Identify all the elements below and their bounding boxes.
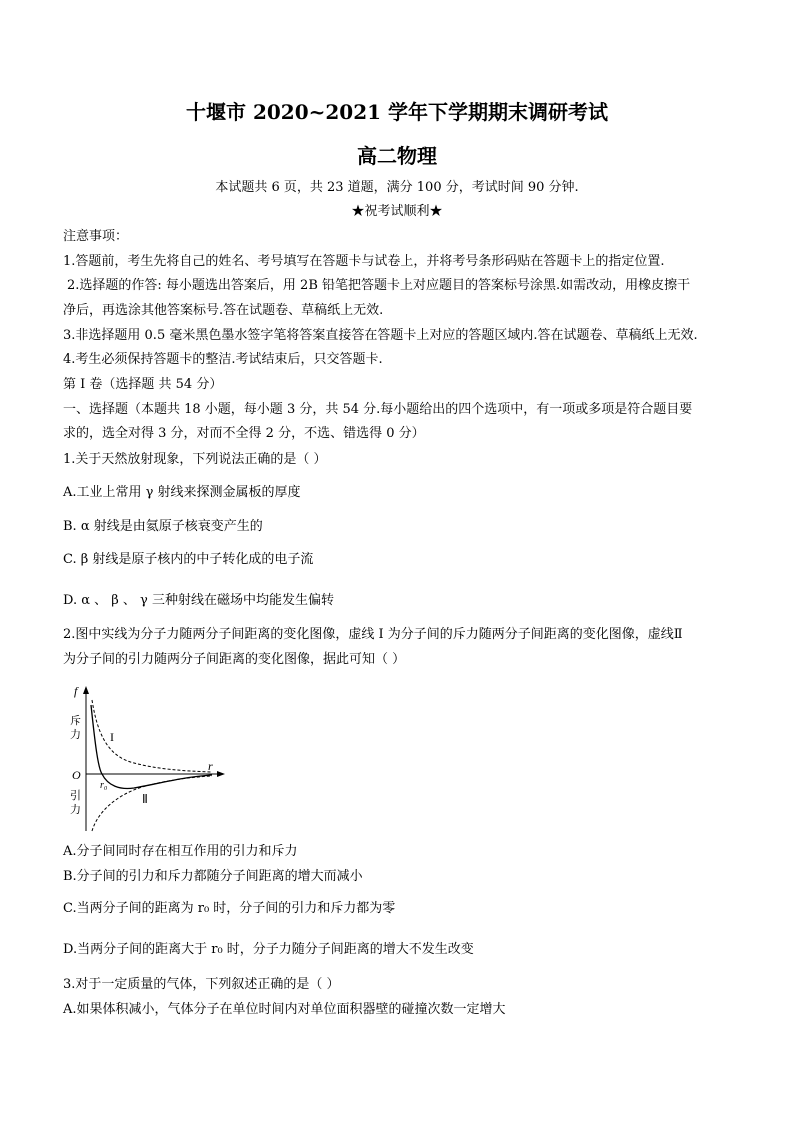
note-2-line-1: 2.选择题的作答: 每小题选出答案后，用 2B 铅笔把答题卡上对应题目的答案标号涂黑.如需改动，用橡皮擦干 xyxy=(67,278,691,293)
q2-option-c: C.当两分子间的距离为 r₀ 时，分子间的引力和斥力都为零 xyxy=(63,901,396,916)
f-axis-arrow xyxy=(83,686,89,694)
exam-title: 十堰市 2020~2021 学年下学期期末调研考试 xyxy=(185,100,608,124)
q1-option-b: B. α 射线是由氦原子核衰变产生的 xyxy=(63,519,263,534)
q1-option-a: A.工业上常用 γ 射线来探测金属板的厚度 xyxy=(63,485,301,500)
r-label: r xyxy=(208,759,213,773)
q2-stem-line-2: 为分子间的引力随两分子间距离的变化图像，据此可知（ ） xyxy=(63,652,406,667)
note-3: 3.非选择题用 0.5 毫米黑色墨水签字笔将答案直接答在答题卡上对应的答题区域内.答在试题卷、草稿纸上无效. xyxy=(63,328,698,343)
note-2-line-2: 净后，再选涂其他答案标号.答在试题卷、草稿纸上无效. xyxy=(63,303,384,318)
curve-ii-label: Ⅱ xyxy=(142,792,148,806)
section-intro-line-1: 一、选择题（本题共 18 小题，每小题 3 分，共 54 分.每小题给出的四个选项中，有一项或多项是符合题目要 xyxy=(63,402,693,417)
repulsion-label-1: 斥 xyxy=(70,714,81,727)
note-1: 1.答题前，考生先将自己的姓名、考号填写在答题卡与试卷上，并将考号条形码贴在答题卡上的指定位置. xyxy=(63,254,665,269)
attraction-label-1: 引 xyxy=(70,789,81,802)
section-intro-line-2: 求的，选全对得 3 分，对而不全得 2 分，不选、错选得 0 分） xyxy=(63,426,425,441)
notes-heading: 注意事项： xyxy=(63,229,129,244)
q3-stem: 3.对于一定质量的气体，下列叙述正确的是（ ） xyxy=(63,977,340,992)
r-axis-arrow xyxy=(217,771,225,777)
exam-info: 本试题共 6 页，共 23 道题，满分 100 分，考试时间 90 分钟. xyxy=(215,180,579,195)
part-one-heading: 第 I 卷（选择题 共 54 分） xyxy=(63,377,223,392)
repulsion-label-2: 力 xyxy=(70,728,81,741)
q2-option-a: A.分子间同时存在相互作用的引力和斥力 xyxy=(63,844,298,859)
r0-label: r₀ xyxy=(100,780,108,791)
good-luck-line: ★祝考试顺利★ xyxy=(351,204,443,219)
f-label: f xyxy=(74,684,78,698)
attraction-label-2: 力 xyxy=(70,803,81,816)
q2-stem-line-1: 2.图中实线为分子力随两分子间距离的变化图像，虚线 I 为分子间的斥力随两分子间距离的变化图像，虚线Ⅱ xyxy=(63,627,683,642)
q3-option-a: A.如果体积减小，气体分子在单位时间内对单位面积器壁的碰撞次数一定增大 xyxy=(63,1002,506,1017)
curve-i-label: I xyxy=(110,730,114,744)
q1-option-d: D. α 、 β 、 γ 三种射线在磁场中均能发生偏转 xyxy=(63,593,334,608)
q1-option-c: C. β 射线是原子核内的中子转化成的电子流 xyxy=(63,552,314,567)
molecular-force-graph xyxy=(62,683,227,833)
q1-stem: 1.关于天然放射现象，下列说法正确的是（ ） xyxy=(63,452,327,467)
q2-option-b: B.分子间的引力和斥力都随分子间距离的增大而减小 xyxy=(63,869,363,884)
q2-option-d: D.当两分子间的距离大于 r₀ 时，分子力随分子间距离的增大不发生改变 xyxy=(63,942,474,957)
origin-label: O xyxy=(72,768,81,782)
note-4: 4.考生必须保持答题卡的整洁.考试结束后，只交答题卡. xyxy=(63,352,383,367)
subject-title: 高二物理 xyxy=(357,144,437,168)
